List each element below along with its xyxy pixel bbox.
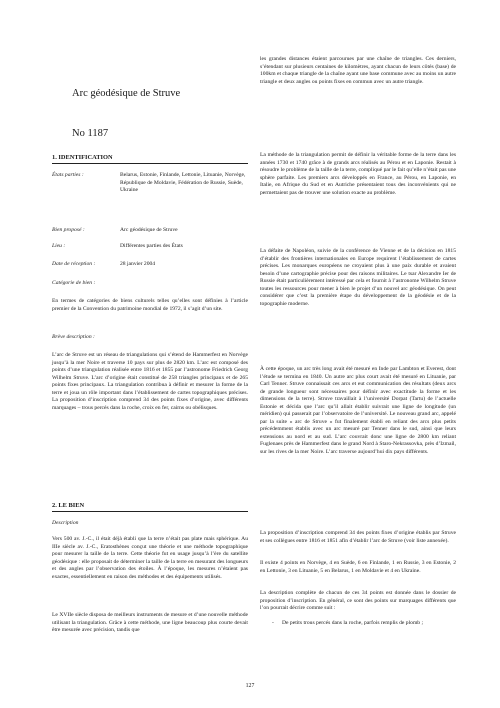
category-label: Catégorie de bien : xyxy=(52,280,96,286)
right-paragraph-3: La défaite de Napoléon, suivie de la conférence de Vienne et de la décision en 1815 d’établir des frontières internationales en Europe requirent l’établissement de cartes précises. Les monarques européens ne croyaient plus à une paix durable et avaient besoin d’une cartographie précise pour des raisons militaires. Le tsar Alexandre Ier de Russie était particulièrement intéressé par cela et fournit à l’astronome Wilhelm Struve toutes les ressources pour mener à bien le projet d’un nouvel arc géodésique. On peut considérer que c’est la première étape du développement de la géodésie et de la topographie moderne. xyxy=(260,248,456,307)
description-label: Description xyxy=(52,520,79,526)
right-column xyxy=(260,0,456,708)
brief-description-text: L’arc de Struve est un réseau de triangulations qui s’étend de Hammerfest en Norvège jusqu’à la mer Noire et traverse 10 pays sur plus de 2820 km. L’arc est composé des points d’une triangulation réalisée entre 1816 et 1855 par l’astronome Friedrich Georg Wilhelm Struve. L’arc d’origine était constitué de 258 triangles principaux et de 265 points fixes principaux. La triangulation contribua à définir et mesurer la forme de la terre et joua un rôle important dans l’établissement de cartes topographiques précises. La proposition d’inscription comprend 34 des points fixes d’origine, avec différents marquages – trous percés dans la roche, croix en fer, cairns ou obélisques. xyxy=(52,352,248,411)
left-column xyxy=(52,0,248,708)
location-label: Lieu : xyxy=(52,243,66,249)
category-text: En termes de catégories de biens culturels telles qu’elles sont définies à l’article premier de la Convention du patrimoine mondial de 1972, il s’agit d’un site. xyxy=(52,298,248,312)
right-paragraph-2: La méthode de la triangulation permit de définir la véritable forme de la terre dans les années 1730 et 1740 grâce à de grands arcs réalisés au Pérou et en Laponie. Restait à résoudre le problème de la taille de la terre, compliqué par le fait qu’elle n’était pas une sphère parfaite. Les premiers arcs développés en France, au Pérou, en Laponie, en Italie, en Afrique du Sud et en Autriche présentaient tous des inconvénients qui ne permettaient pas de trouver une solution exacte au problème. xyxy=(260,152,456,196)
right-paragraph-7: La description complète de chacun de ces 34 points est donnée dans le dossier de proposition d’inscription. En général, ce sont des points sur marquages différents que l’on pourrait décrire comme suit : xyxy=(260,590,456,611)
date-label: Date de réception : xyxy=(52,261,96,267)
document-title: Arc géodésique de Struve xyxy=(72,88,181,99)
states-value: Belarus, Estonie, Finlande, Lettonie, Lituanie, Norvège, République de Moldavie, Fédération de Russie, Suède, Ukraine xyxy=(120,172,246,193)
property-value: Arc géodésique de Struve xyxy=(120,227,178,233)
states-row xyxy=(52,172,248,217)
states-label: États parties : xyxy=(52,172,84,178)
document-number: No 1187 xyxy=(72,128,109,139)
right-paragraph-4: À cette époque, un arc très long avait été mesuré en Inde par Lambton et Everest, dont l’étude se termina en 1840. Un autre arc plus court avait été mesuré en Lituanie, par Carl Tenner. Struve connaissait ces arcs et eut communication des résultats (deux arcs de grande longueur sont nécessaires pour définir avec exactitude la forme et les dimensions de la terre). Struve travaillait à l’université Dorpat (Tartu) de l’actuelle Estonie et décida que l’arc qu’il allait établir suivrait une ligne de longitude (un méridien) qui passerait par l’observatoire de l’université. Le nouveau grand arc, appelé par la suite « arc de Struve » fut finalement établi en reliant des arcs plus petits précédemment établis avec un arc mesuré par Tenner dans le sud, ainsi que leurs extensions au nord et au sud. L’arc couvrait donc une ligne de 2800 km reliant Fuglenaes près de Hammerfest dans le grand Nord à Staro-Nekrassovka, près d’Izmail, sur les rives de la mer Noire. L’arc traverse aujourd’hui dix pays différents. xyxy=(260,366,456,455)
location-value: Différentes parties des États xyxy=(120,243,183,249)
section-heading-property: 2. LE BIEN xyxy=(52,502,248,512)
right-paragraph-5: La proposition d’inscription comprend 34 des points fixes d’origine établis par Struve et ses collègues entre 1816 et 1851 afin d’établir l’arc de Struve (voir liste annexée). xyxy=(260,530,456,544)
right-paragraph-1: les grandes distances étaient parcourues par une chaîne de triangles. Ces derniers, s’étendant sur plusieurs centaines de kilomètres, ayant chacun de leurs côtés (base) de 100km et chaque triangle de la chaîne ayant une base commune avec au moins un autre triangle et deux angles ou points fixes en commun avec un autre triangle. xyxy=(260,56,456,85)
section-heading-identification: 1. IDENTIFICATION xyxy=(52,154,248,164)
date-value: 28 janvier 2004 xyxy=(120,261,156,267)
description-paragraph-1: Vers 500 av. J.-C., il était déjà établi que la terre n’était pas plate mais sphérique. Au IIIe siècle av. J.-C., Eratosthènes conçut une théorie et une méthode topographique pour mesurer la taille de la terre. Cette théorie fut en usage jusqu’à l’ère du satellite géodésique : elle proposait de déterminer la taille de la terre en mesurant des longueurs et des angles par l’observation des étoiles. À l’époque, les mesures n’étaient pas exactes, essentiellement en raison des méthodes et des équipements utilisés. xyxy=(52,536,248,580)
description-paragraph-2: Le XVIIe siècle disposa de meilleurs instruments de mesure et d’une nouvelle méthode utilisant la triangulation. Grâce à cette méthode, une ligne beaucoup plus courte devait être mesurée avec précision, tandis que xyxy=(52,612,248,633)
page-number: 127 xyxy=(245,683,255,689)
list-item: - De petits trous percés dans la roche, parfois remplis de plomb ; xyxy=(282,620,478,628)
brief-description-label: Brève description : xyxy=(52,334,95,340)
property-label: Bien proposé : xyxy=(52,227,85,233)
right-paragraph-6: Il existe 4 points en Norvège, 4 en Suède, 6 en Finlande, 1 en Russie, 3 en Estonie, 2 en Lettonie, 3 en Lituanie, 5 en Belarus, 1 en Moldavie et 4 en Ukraine. xyxy=(260,560,456,574)
marker-list xyxy=(260,620,478,628)
